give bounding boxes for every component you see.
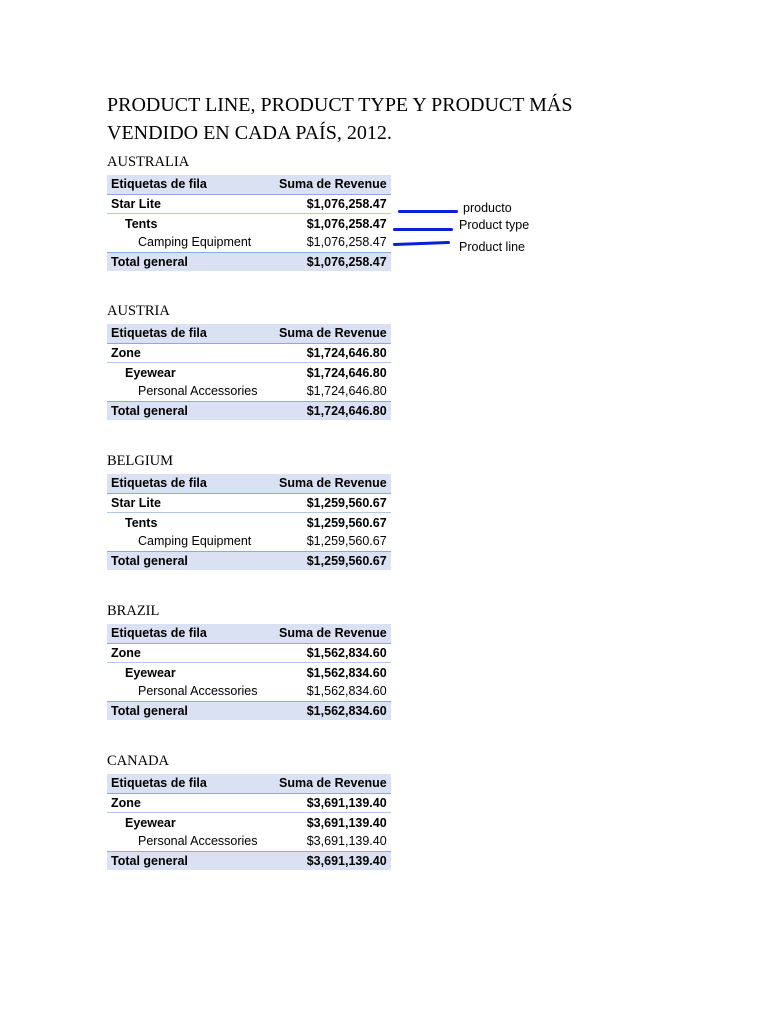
country-heading: AUSTRIA <box>107 303 170 319</box>
product-type-revenue: $1,259,560.67 <box>306 515 387 530</box>
total-label: Total general <box>107 252 275 271</box>
table-header-row <box>107 324 391 343</box>
table-header-row <box>107 624 391 643</box>
product-type-revenue: $1,076,258.47 <box>306 216 387 231</box>
table-header-row <box>107 774 391 793</box>
total-revenue: $1,259,560.67 <box>275 551 391 570</box>
product-revenue: $3,691,139.40 <box>275 793 391 813</box>
total-label: Total general <box>107 851 275 870</box>
header-row-labels: Etiquetas de fila <box>107 474 275 493</box>
country-heading: CANADA <box>107 753 170 769</box>
product-row <box>107 793 391 813</box>
product-row <box>107 493 391 513</box>
product-type-revenue: $1,724,646.80 <box>306 365 387 380</box>
total-revenue: $1,562,834.60 <box>275 701 391 720</box>
header-revenue: Suma de Revenue <box>275 324 391 343</box>
country-section-australia <box>107 153 391 271</box>
product-label: Zone <box>107 343 275 363</box>
product-label: Zone <box>107 793 275 813</box>
document-title: PRODUCT LINE, PRODUCT TYPE Y PRODUCT MÁS VENDIDO EN CADA PAÍS, 2012. <box>107 94 573 144</box>
product-line-label: Personal Accessories <box>138 834 258 849</box>
header-revenue: Suma de Revenue <box>275 774 391 793</box>
product-line-row <box>107 532 391 551</box>
product-type-row <box>107 663 391 682</box>
product-row <box>107 194 391 214</box>
header-revenue: Suma de Revenue <box>275 624 391 643</box>
product-line-row <box>107 832 391 851</box>
country-heading: BELGIUM <box>107 453 174 469</box>
product-type-label: Tents <box>125 515 158 530</box>
product-line-label: Camping Equipment <box>138 534 252 549</box>
country-section-belgium <box>107 452 391 570</box>
product-line-revenue: $1,076,258.47 <box>306 235 387 250</box>
total-revenue: $3,691,139.40 <box>275 851 391 870</box>
total-row <box>107 851 391 870</box>
annotation-producto: producto <box>463 201 512 215</box>
product-type-revenue: $1,562,834.60 <box>306 665 387 680</box>
annotation-product-line: Product line <box>459 240 526 254</box>
pivot-table <box>107 774 391 870</box>
total-row <box>107 401 391 420</box>
country-section-canada <box>107 752 391 870</box>
product-label: Star Lite <box>107 493 275 513</box>
country-section-austria <box>107 302 391 420</box>
product-type-row <box>107 813 391 832</box>
product-type-label: Eyewear <box>125 365 176 380</box>
product-line-label: Personal Accessories <box>138 384 258 399</box>
pivot-table <box>107 624 391 720</box>
product-type-row <box>107 513 391 532</box>
country-heading: AUSTRALIA <box>107 154 190 170</box>
total-label: Total general <box>107 401 275 420</box>
product-line-revenue: $1,724,646.80 <box>306 384 387 399</box>
country-heading: BRAZIL <box>107 603 160 619</box>
pivot-table <box>107 175 391 271</box>
product-type-row <box>107 214 391 233</box>
total-row <box>107 551 391 570</box>
product-revenue: $1,562,834.60 <box>275 643 391 663</box>
pivot-table <box>107 324 391 420</box>
country-section-brazil <box>107 602 391 720</box>
product-revenue: $1,259,560.67 <box>275 493 391 513</box>
product-line-revenue: $3,691,139.40 <box>306 834 387 849</box>
product-type-row <box>107 363 391 382</box>
product-line-revenue: $1,562,834.60 <box>306 684 387 699</box>
header-row-labels: Etiquetas de fila <box>107 774 275 793</box>
header-revenue: Suma de Revenue <box>275 175 391 194</box>
product-type-label: Eyewear <box>125 815 176 830</box>
annotation-line-product-type <box>393 228 453 231</box>
product-line-label: Personal Accessories <box>138 684 258 699</box>
header-row-labels: Etiquetas de fila <box>107 624 275 643</box>
total-row <box>107 701 391 720</box>
product-type-label: Tents <box>125 216 158 231</box>
annotation-line-producto <box>398 210 458 213</box>
product-row <box>107 643 391 663</box>
header-row-labels: Etiquetas de fila <box>107 324 275 343</box>
total-revenue: $1,076,258.47 <box>275 252 391 271</box>
table-header-row <box>107 175 391 194</box>
product-label: Zone <box>107 643 275 663</box>
total-label: Total general <box>107 701 275 720</box>
total-label: Total general <box>107 551 275 570</box>
product-revenue: $1,724,646.80 <box>275 343 391 363</box>
total-revenue: $1,724,646.80 <box>275 401 391 420</box>
product-line-label: Camping Equipment <box>138 235 252 250</box>
pivot-table <box>107 474 391 570</box>
product-line-row <box>107 233 391 252</box>
header-revenue: Suma de Revenue <box>275 474 391 493</box>
product-type-label: Eyewear <box>125 665 176 680</box>
product-line-row <box>107 382 391 401</box>
product-label: Star Lite <box>107 194 275 214</box>
table-header-row <box>107 474 391 493</box>
product-revenue: $1,076,258.47 <box>275 194 391 214</box>
header-row-labels: Etiquetas de fila <box>107 175 275 194</box>
product-row <box>107 343 391 363</box>
product-type-revenue: $3,691,139.40 <box>306 815 387 830</box>
product-line-row <box>107 682 391 701</box>
product-line-revenue: $1,259,560.67 <box>306 534 387 549</box>
annotation-product-type: Product type <box>459 218 530 232</box>
total-row <box>107 252 391 271</box>
annotation-line-product-line <box>393 241 450 246</box>
